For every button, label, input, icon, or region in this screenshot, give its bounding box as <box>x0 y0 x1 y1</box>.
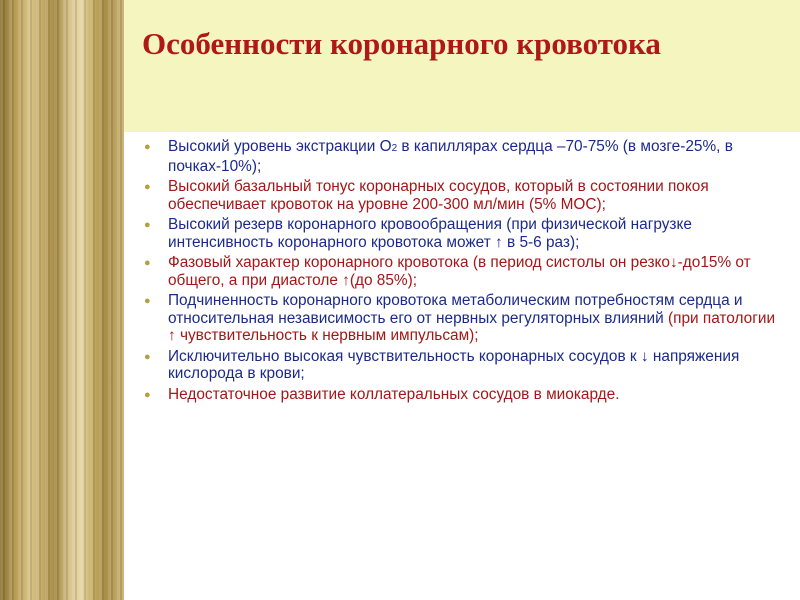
item-text: в капиллярах сердца –70-75% (в мозге-25%, в почках-10%); <box>168 138 733 175</box>
item-text: Высокий уровень экстракции О <box>168 138 392 155</box>
item-text: Подчиненность коронарного кровотока метаболическим потребностям сердца и относительная независимость его от нервных регуляторных влияний <box>168 291 743 327</box>
item-text: Высокий базальный тонус коронарных сосудов, который в состоянии покоя обеспечивает кровоток на уровне 200-300 мл/мин (5% МОС); <box>168 177 709 213</box>
list-item <box>138 254 778 289</box>
list-item <box>138 348 778 383</box>
decorative-left-band <box>0 0 124 600</box>
bullet-icon: ● <box>144 294 151 307</box>
bullet-icon: ● <box>144 350 151 363</box>
bullet-icon: ● <box>144 256 151 269</box>
bullet-list <box>138 138 778 406</box>
item-text: Фазовый характер коронарного кровотока (в период систолы он резко↓-до15% от общего, а при диастоле ↑(до 85%); <box>168 253 751 289</box>
list-item <box>138 292 778 345</box>
list-item <box>138 386 778 404</box>
slide-title: Особенности коронарного кровотока <box>142 26 661 61</box>
list-item <box>138 178 778 213</box>
bullet-icon: ● <box>144 388 151 401</box>
item-text: Недостаточное развитие коллатеральных сосудов в миокарде. <box>168 385 620 403</box>
list-item <box>138 216 778 251</box>
item-text: Высокий резерв коронарного кровообращения (при физической нагрузке интенсивность коронарного кровотока может ↑ в 5-6 раз); <box>168 215 692 251</box>
item-text-note: (при патологии ↑ чувствительность к нервным импульсам); <box>168 309 776 345</box>
item-subscript: 2 <box>391 143 398 154</box>
bullet-icon: ● <box>144 218 151 231</box>
item-text: Исключительно высокая чувствительность коронарных сосудов к ↓ напряжения кислорода в крови; <box>168 347 740 383</box>
bullet-icon: ● <box>144 180 151 193</box>
list-item <box>138 138 778 175</box>
bullet-icon: ● <box>144 141 151 153</box>
